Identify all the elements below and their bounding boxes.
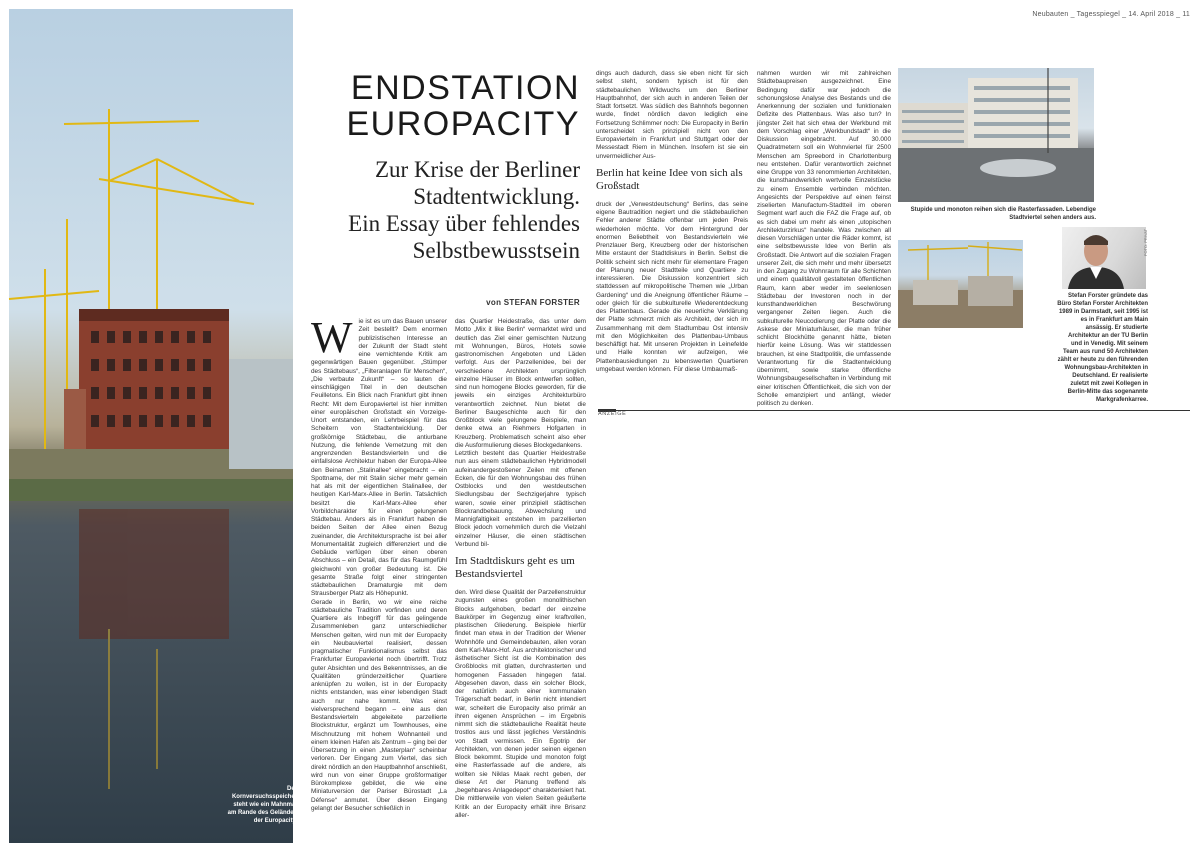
- article-paragraph: druck der „Verwestdeutschung“ Berlins, das seine eigene Bautradition negiert und die städtebaulichen Fehler anderer Städte offenbar um jeden Preis wiederholen möchte. Vor dem Hintergrund der enormen Beliebtheit von Bestandsvierteln wie Prenzlauer Berg, Kreuzberg oder der historischen Mitte erstaunt der Stadtdiskurs in Berlin. Selbst die Politik scheint sich nicht mehr für elementare Fragen der Planung neuer Stadtteile und Quartiere zu interessieren. Die Diskussion konzentriert sich stattdessen auf mikropolitische Themen wie „Urban Gardening“ und die Aneignung öffentlicher Räume – oder gleich für die subkulturelle Wiederentdeckung des Plattenbaus. Gerade die neuerliche Verklärung der Platte schmerzt mich als Architekt, der sich im Zusammenhang mit dem Stadtumbau Ost intensiv mit den Möglichkeiten des Plattenbau-Umbaus beschäftigt hat. Mit unseren Projekten in Leinefelde und Halle konnten wir aufzeigen, wie Plattenbausiedlungen zu lebenswerten Quartieren umgebaut werden können. Für diese Umbaumaß-: [596, 200, 748, 373]
- street-photo: [898, 68, 1094, 202]
- photo-credit: FOTO: PRIVAT: [1143, 228, 1148, 256]
- headline: [300, 70, 580, 142]
- article-paragraph: dings auch dadurch, dass sie eben nicht für sich selbst steht, sondern typisch ist für den städtebaulichen Wildwuchs um den Berliner Hauptbahnhof, der sich auch in anderen Teilen der Stadt fortsetzt. Was südlich des Bahnhofs begonnen wurde, findet nördlich davon lediglich eine Fortsetzung Schlimmer noch: Die Europacity in Berlin unterscheidet sich prinzipiell nicht von den Europavierteln in Frankfurt und Stuttgart oder der Messestadt Riem in München. Insofern ist sie ein unvermeidlicher Aus-: [596, 70, 748, 160]
- portrait-photo: [1062, 227, 1146, 289]
- article-paragraph: den. Wird diese Qualität der Parzellenstruktur zugunsten eines großen monolithischen Blocks aufgehoben, bedarf der einzelne Baukörper im Gegenzug einer kraftvollen, plastischen Gliederung. Beispiele hierfür findet man etwa in der Tradition der Wiener Wohnhöfe und Gemeindebauten, allen voran dem Karl-Marx-Hof. Aus architektonischer und ästhetischer Sicht ist die Kombination des Großblocks mit glatten, durchrasterten und homogenen Fassaden hingegen fatal. Abgesehen davon, dass ein solcher Block, der natürlich auch einer kommunalen Trägerschaft bedarf, in Berlin nicht intendiert war, scheitert die Europacity also primär an ihren eigenen Ansprüchen – im Ergebnis nimmt sich die städtebauliche Realität heute trostlos aus und lässt jegliches Verständnis von Stadt vermissen. Ein Egotrip der Architekten, von denen jeder seinen eigenen Block bekommt. Stupide und monoton folgt eine Rasterfassade auf die andere, als wollten sie Niklas Maak recht geben, der diese Art der Planung treffend als „begehbares Anlagedepot“ charakterisiert hat. Die mittlerweile von vielen Seiten geäußerte Kritik an der Europacity erhält ihre Brisanz aller-: [455, 589, 586, 819]
- article-column-1: [311, 313, 447, 840]
- dropcap: W: [311, 313, 353, 362]
- running-head: Neubauten _ Tagesspiegel _ 14. April 2018 _ 11: [1032, 11, 1190, 18]
- granary-building: [9, 309, 293, 497]
- subheading: Berlin hat keine Idee von sich als Großstadt: [596, 166, 743, 192]
- headline-line-2: EUROPACITY: [346, 105, 580, 143]
- street-photo-caption: Stupide und monoton reihen sich die Rasterfassaden. Lebendige Stadtviertel sehen anders aus.: [910, 207, 1096, 221]
- hero-illustration: [9, 9, 293, 843]
- author-portrait: [1062, 227, 1146, 289]
- subline-line-4: Selbstbewusstsein: [412, 238, 580, 263]
- construction-illustration: [898, 240, 1023, 328]
- article-paragraph: ie ist es um das Bauen unserer Zeit bestellt? Dem enormen publizistischen Interesse an der Zukunft der Stadt steht eine vernichtende Kritik am gegenwärtigen Bauen gegenüber. „Stümper des Städtebaus“, „Filteranlagen für Menschen“, „Die verbaute Zukunft“ – so lauten die einschlägigen Titel in den deutschen Feuilletons. Ein Blick nach Frankfurt gibt ihnen Recht: Mit dem Europaviertel ist hier inmitten einer europäischen Großstadt ein Vorzeige-Unort entstanden, ein Lehrbeispiel für das Scheitern von Stadtentwicklung. Der großkörnige Städtebau, die antiurbane Nutzung, die fehlende Vernetzung mit den angrenzenden Bestandsvierteln und die einfallslose Architektur haben der Europa-Allee den Beinamen „Stalinallee“ eingebracht – ein Spottname, der mit Stalin sicher mehr gemein hat als mit der eigentlichen Stalinallee, der heutigen Karl-Marx-Allee in Berlin. Tatsächlich besitzt die Karl-Marx-Allee eher Vorbildcharakter für einen gelungenen Städtebau. Anders als in Frankfurt haben die beiden Seiten der Allee einen Bezug zueinander, die Architektursprache ist bei aller Monumentalität zugleich differenziert und die Gebäude verfügen über einen oberen Abschluss – ein Detail, das für das Raumgefühl gleichwohl von großer Bedeutung ist. Die gesamte Straße folgt einer stringenten städtebaulichen Dramaturgie mit dem Strausberger Platz als Höhepunkt.: [311, 318, 447, 598]
- article-paragraph: das Quartier Heidestraße, das unter dem Motto „Mix it like Berlin“ vermarktet wird und deutlich das Ziel einer gemischten Nutzung mit Wohnungen, Büros, Hotels sowie gastronomischen Angeboten und Läden verfolgt. Aus der Parzellenidee, bei der verschiedene Architekten ursprünglich einzelne Häuser im Block entwerfen sollten, sind nun homogene Blocks geworden, für die jeweils ein einziges Architekturbüro verantwortlich zeichnet. Nun bietet die Berliner Baugeschichte auch für den Großblock viele gelungene Beispiele, man denke etwa an Riehmers Hofgarten in Kreuzberg. Problematisch scheint also eher die Ausformulierung dieses Blockgedankens.: [455, 318, 586, 449]
- article-column-3: [596, 70, 748, 406]
- subline-line-2: Stadtentwicklung.: [413, 184, 580, 209]
- byline: von STEFAN FORSTER: [486, 298, 580, 307]
- water-reflection: [79, 509, 229, 789]
- article-paragraph: Gerade in Berlin, wo wir eine reiche städtebauliche Tradition vorfinden und deren Quartiere als Inbegriff für das gelingende Zusammenleben ganz unterschiedlicher Menschen gelten, wird nun mit der Europacity ein Neubauviertel realisiert, dessen pragmatischer Funktionalismus selbst das Frankfurter Europaviertel noch übertrifft. Trotz guter Absichten und des Bekenntnisses, an die Qualitäten gründerzeitlicher Quartiere anknüpfen zu wollen, ist in der Europacity nichts entstanden, was einer lebendigen Stadt auch nur nahe kommt. Was einst vielversprechend begann – eine aus den Bestandsvierteln abgeleitete parzellierte Blockstruktur, ergänzt um Townhouses, eine Mischnutzung mit hohem Wohnanteil und einem kleinen Hafen als Zentrum – ging bei der Übersetzung in einen „Masterplan“ scheinbar verloren. Der Eingang zum Viertel, das sich direkt nördlich an den Hauptbahnhof anschließt, wird nun von einer Gruppe großformatiger Bürokomplexe gebildet, die wie eine Miniaturversion der Pariser Bürostadt „La Défense“ anmutet. Über diesen Eingang gelangt der Besucher schließlich in: [311, 598, 447, 812]
- subline: [300, 156, 580, 264]
- article-paragraph: Letztlich besteht das Quartier Heidestraße nun aus einem städtebaulichen Hybridmodell aufeinandergestoßener Zeilen mit offenen Ecken, die für den Wohnungsbau des frühen Ostblocks und den westdeutschen Siedlungsbau der Sechzigerjahre typisch waren, sowie einer prinzipiell städtischen Blockrandbebauung. Abwechslung und Mannigfaltigkeit entstehen im parzellierten Block jedoch vornehmlich durch die Vielzahl einzelner Häuser, die einen städtischen Verbund bil-: [455, 450, 586, 548]
- article-column-2: [455, 318, 586, 840]
- headline-line-1: ENDSTATION: [350, 69, 580, 107]
- hero-photo-granary: [9, 9, 297, 843]
- author-bio: Stefan Forster gründete das Büro Stefan Forster Architekten 1989 in Darmstadt, seit 1995 ist es in Frankfurt am Main ansässig. Er studierte Architektur an der TU Berlin und in Venedig. Mit seinem Team aus rund 50 Architekten zählt er heute zu den führenden Wohnungsbau-Architekten in Deutschland. Er realisierte zuletzt mit zwei Kollegen in Berlin-Mitte das sogenannte Markgrafenkarree.: [1057, 293, 1148, 403]
- subline-line-3: Ein Essay über fehlendes: [348, 211, 580, 236]
- construction-site-photo: [898, 240, 1023, 328]
- article-column-4: [757, 70, 891, 406]
- subheading: Im Stadtdiskurs geht es um Bestandsviertel: [455, 555, 575, 580]
- hero-caption: Der Kornversuchsspeicher steht wie ein Mahnmal am Rande des Geländes der Europacity.: [227, 786, 297, 824]
- ad-divider: [598, 410, 1190, 411]
- subline-line-1: Zur Krise der Berliner: [374, 157, 580, 182]
- ad-label: ANZEIGE: [598, 411, 627, 417]
- street-illustration: [898, 68, 1094, 202]
- article-paragraph: nahmen wurden wir mit zahlreichen Städtebaupreisen ausgezeichnet. Eine Bedingung dafür war jedoch die schonungslose Analyse des Bestands und die Anerkennung der sozialen und funktionalen Defizite des Plattenbaus. Was also tun? In jüngster Zeit hat sich etwa der Werkbund mit dem Vorschlag einer „Werkbundstadt“ in die Diskussion eingebracht. Auf 30.000 Quadratmetern soll ein Wohnviertel für 2500 Menschen am Spreebord in Charlottenburg neu entstehen. Dafür verantwortlich zeichnet eine Gruppe von 33 renommierten Architekten, die kunsthandwerklich wertvolle Einzelstücke zu einem Ensemble verbinden möchten. Angesichts der Perspektive auf einen feinst ziselierten Manufactum-Stadtteil im oberen Segment warf auch die FAZ die Frage auf, ob es sich dabei um mehr als einen „utopischen Architekturzirkus“ handele. Was zwischen all diesen Vorschlägen unter die Räder kommt, ist eine selbstbewusste Idee von Berlin als Großstadt. Die Antwort auf die sozialen Fragen unserer Zeit, die sich mehr und mehr übersetzt in den Zugang zu Wohnraum für alle Schichten und einem qualitätvoll gestalteten öffentlichen Raum, kann aber weder im seelenlosen Städtebau der Investoren noch in der kunsthandwerklichen Beschwörung vergangener Zeiten liegen. Auch die subkulturelle Neucodierung der Platte oder die Askese der Miniaturhäuser, die man früher schlicht Blockhütte genannt hätte, bieten hierfür keine Lösung. Was wir stattdessen brauchen, ist eine Stadtpolitik, die umfassende Verantwortung für die Stadtentwicklung übernimmt, sowie starke öffentliche Wohnungsbaugesellschaften in Verbindung mit einer kritischen Öffentlichkeit, die sich von der Scholle emanzipiert und anfängt, wieder politisch zu denken.: [757, 70, 891, 407]
